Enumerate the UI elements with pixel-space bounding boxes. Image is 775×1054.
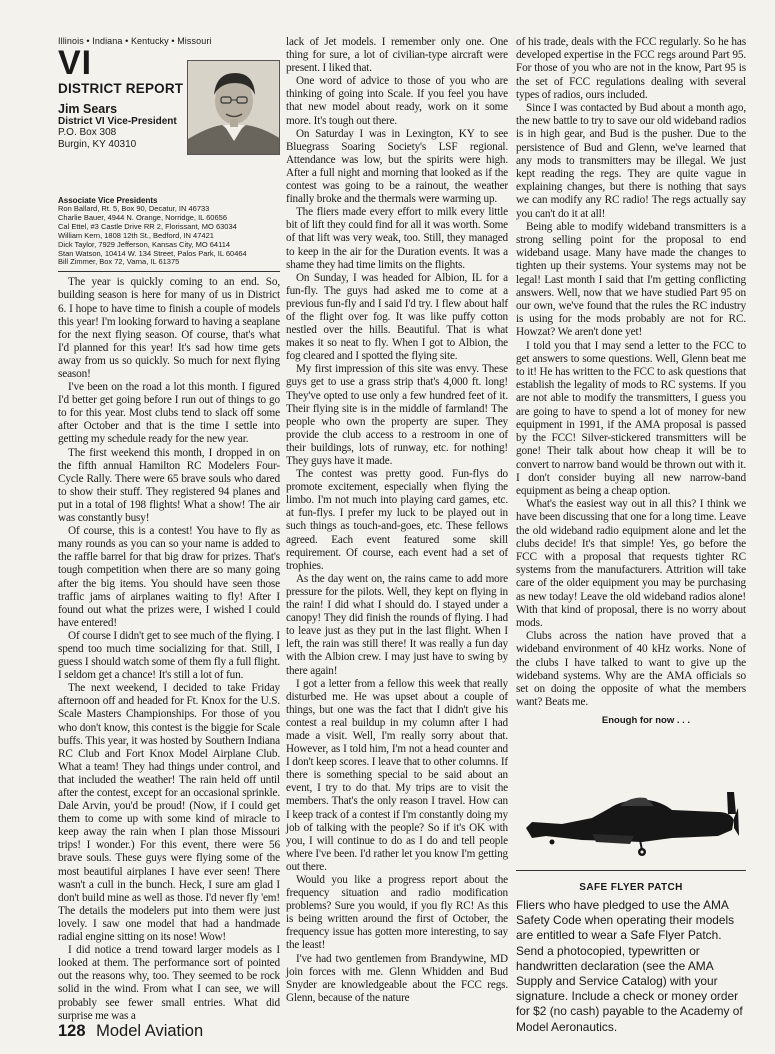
associate-vps: [58, 196, 280, 267]
paragraph: Being able to modify wideband transmitters is a strong selling point for the proposal to end wideband usage. Many have made the changes to tighten up their systems. Your systems may not be legal! Last month I said that I'm getting conflicting answers. Well, now that we have studied Part 95 on our own, we've found that the rules the RC industry is using for the mods probably are not for RC. Howzat? We aren't done yet!: [516, 220, 746, 339]
district-number: VI: [58, 44, 93, 82]
column-1-text: [58, 276, 280, 1022]
address-line-2: Burgin, KY 40310: [58, 138, 137, 150]
magazine-name: Model Aviation: [96, 1022, 204, 1040]
author-name: Jim Sears: [58, 102, 118, 116]
paragraph: The fliers made every effort to milk every little bit of lift they could find for all it was worth. Some of that lift was very weak, too. Still, they managed to keep in the air for the Duration events. It was a shame they had time limits on the flights.: [286, 206, 508, 271]
author-photo: [187, 60, 280, 155]
paragraph: Of course I didn't get to see much of the flying. I spend too much time socializing for that. Still, I guess I should watch some of them fly a full flight. I seldom get a chance! It's still a lot of fun.: [58, 629, 280, 682]
column-2-text: [286, 36, 508, 1005]
paragraph: On Saturday I was in Lexington, KY to see Bluegrass Soaring Society's LSF regional. Attendance was low, but the spirits were high. After a full night and morning that looked as if the contest was going to be a rainout, the weather finally broke and the thermals were warming up.: [286, 127, 508, 206]
paragraph: I got a letter from a fellow this week that really disturbed me. He was upset about a couple of things, but one was the fact that I didn't give his contest a real buildup in my column after I had made a visit. Well, I'm really sorry about that. However, as I told him, I'm not a head counter and I don't keep scores. I leave that to other columns. If there is something special to be said about an event, I try to do that. My trips are to visit the members. That's the only reason I travel. How can I keep track of a contest if I'm constantly doing my job of talking with the people? So if it's OK with you, I will continue to do as I do and tell people where I've been. I'd rather let you know I'm getting out there.: [286, 677, 508, 873]
column-2: [286, 36, 508, 1005]
paragraph: of his trade, deals with the FCC regularly. So he has developed expertise in the FCC regs around Part 95. For those of you who are not in the know, Part 95 is the set of FCC regulations dealing with several types of radios, ours included.: [516, 36, 746, 101]
column-3: [516, 36, 746, 726]
divider: [516, 870, 746, 871]
patch-title: SAFE FLYER PATCH: [579, 882, 683, 893]
associate-line: William Kern, 1808 12th St., Bedford, IN 47421: [58, 230, 214, 240]
associate-line: Ron Ballard, Rt. 5, Box 90, Decatur, IN 46733: [58, 204, 210, 213]
patch-body: Fliers who have pledged to use the AMA Safety Code when operating their models are entitled to wear a Safe Flyer Patch. Send a photocopied, typewritten or handwritten declaration (see the AMA Supply and Service Catalog) with your signature. Include a check or money order for $2 (no cash) payable to the Academy of Model Aeronautics.: [516, 898, 743, 1034]
associate-line: Bill Zimmer, Box 72, Varna, IL 61375: [58, 257, 180, 267]
paragraph: My first impression of this site was envy. These guys get to use a grass strip that's 4,000 ft. long! They've opted to use only a few hundred feet of it. Their flying site is in the middle of farmland! The people who own the property are super. They provide the club access to a restroom in one of their buildings, lots of runway, etc. for nothing! They guys have it made.: [286, 363, 508, 467]
paragraph: On Sunday, I was headed for Albion, IL for a fun-fly. The guys had asked me to come at a previous fun-fly and I said I'd try. I flew about half of the flight over fog. It was like puffy cotton nestled over the hills. Beautiful. That is what makes it so neat to fly. When I got to Albion, the fog cleared and I spotted the flying site.: [286, 271, 508, 363]
column-3-text: [516, 36, 746, 709]
page-number: 128: [58, 1022, 86, 1040]
associate-line: Stan Watson, 10414 W. 134 Street, Palos Park, IL 60464: [58, 248, 247, 258]
associate-vps-title: Associate Vice Presidents: [58, 196, 158, 205]
signoff: Enough for now . . .: [601, 715, 691, 727]
paragraph: I told you that I may send a letter to the FCC to get answers to some questions. Well, Glenn beat me to it! He has written to the FCC to ask questions that establish the legality of mods to RC systems. If you are not able to modify the transmitters, I guess you are going to have to spend a lot of money for new equipment in 1991, if the AMA proposal is passed by the FCC! Silver-stickered transmitters will be gone! Their talk about how cheap it will be to convert to narrow band would be thrown out with it. I don't consider buying all new narrow-band equipment as being a cheap option.: [516, 339, 746, 497]
paragraph: The first weekend this month, I dropped in on the fifth annual Hamilton RC Modelers Four-Cycle Rally. There were 65 brave souls who dared to show their stuff. They registered 94 planes and put in a total of 198 flights! What a show! The air was constantly busy!: [58, 446, 280, 525]
paragraph: The next weekend, I decided to take Friday afternoon off and headed for Ft. Knox for the U.S. Scale Masters Championships. For those of you who don't know, this contest is the biggie for Scale buffs. This year, it was hosted by Southern Indiana RC Club and Fort Knox Model Airplane Club. What a team! They had things under control, and that included the weather! The rain held off until after the contest, except for an occasional sprinkle. Dale Arvin, you'd be proud! (Now, if I could get them to come up with some kind of miracle to keep away the rain when I plan those Missouri trips! I wonder.) For this event, there were 56 brave souls. These guys were flying some of the most beautiful airplanes I have ever seen! There wasn't a cull in the bunch. Heck, I sure am glad I don't build mine as well as those. I'd never fly 'em! The details the modelers put into them were just lovely. I saw one model that had a handmade radial engine sitting on its nose! Wow!: [58, 682, 280, 944]
states-line: Illinois • Indiana • Kentucky • Missouri: [58, 36, 212, 46]
associate-line: Dick Taylor, 7929 Jefferson, Kansas City, MO 64114: [58, 239, 231, 249]
paragraph: I've been on the road a lot this month. I figured I'd better get going before I run out of things to go to for this year. Most clubs tend to slack off some after October and that is the time I settle into getting my schedule ready for the new year.: [58, 381, 280, 446]
paragraph: The contest was pretty good. Fun-flys do promote excitement, especially when flying the limbo. I'm not much into playing card games, etc. at fun-flys. I prefer my luck to be played out in such things as touch-and-goes, etc. These fellows agreed. Each event featured some skill requirement. Of course, each event had a set of trophies.: [286, 468, 508, 572]
address-line-1: P.O. Box 308: [58, 127, 117, 138]
paragraph: lack of Jet models. I remember only one. One thing for sure, a lot of civilian-type aircraft were present. I liked that.: [286, 36, 508, 75]
paragraph: Clubs across the nation have proved that a wideband environment of 40 kHz works. None of the clubs I have talked to want to give up the wideband systems. Why are the AMA officials so set on doing the opposite of what the members want? Beats me.: [516, 630, 746, 709]
paragraph: What's the easiest way out in all this? I think we have been discussing that one for a long time. Leave the old wideband radio equipment alone and let the clubs decide! It's that simple! Yes, go before the FCC with a proposal that requests tighter RC systems from the manufacturers. Attrition will take care of the older equipment you may be purchasing as new today! Leave the old wideband radios alone! With that kind of proposal, there is no worry about mods.: [516, 498, 746, 629]
divider: [58, 271, 280, 272]
warbird-silhouette-icon: [522, 778, 740, 858]
paragraph: Would you like a progress report about the frequency situation and radio modification problems? Sure you would, if you fly RC! As this is being written around the first of October, the frequency issue has gotten more interesting, to say the least!: [286, 874, 508, 952]
district-report-heading: DISTRICT REPORT: [58, 81, 184, 96]
paragraph: I've had two gentlemen from Brandywine, MD join forces with me. Glenn Whidden and Bud Snyder are knowledgeable about the FCC regs. Glenn, because of the nature: [286, 952, 508, 1004]
associate-line: Charlie Bauer, 4944 N. Orange, Norridge, IL 60656: [58, 212, 227, 222]
paragraph: One word of advice to those of you who are thinking of going into Scale. If you feel you have that new model about ready, work on it some more. It's tough out there.: [286, 75, 508, 127]
author-title: District VI Vice-President: [58, 116, 177, 127]
column-1: [58, 36, 280, 1023]
associate-line: Cal Ettel, #3 Castle Drive RR 2, Florissant, MO 63034: [58, 221, 237, 231]
paragraph: Since I was contacted by Bud about a month ago, the new battle to try to save our old wideband radios is in high gear, and Bud is the pusher. Due to the persistence of Bud and Glenn, we've learned that any mods to transmitters may be illegal. We just kept reading the regs. They are quite vague in explaining changes, but there is nothing that says we can modify any RC radio! The regs actually say you can't do it at all!: [516, 102, 746, 220]
paragraph: I did notice a trend toward larger models as I looked at them. The performance sort of pointed out the reasons why, too. They seemed to be rock solid in the wind. From what I can see, we will probably see fewer small entries. What did surprise me was a: [58, 944, 280, 1022]
paragraph: As the day went on, the rains came to add more pressure for the pilots. Well, they kept on flying in the rain! I did what I should do. I stayed under a canopy! They did finish the rounds of flying. I had to leave just as they put in the last flight. When I left, the rain was still there! It was really a fun day with the Albion crew. I may just have to swing by there again!: [286, 572, 508, 677]
paragraph: The year is quickly coming to an end. So, building season is here for many of us in District 6. I hope to have time to finish a couple of models this year! I'm looking forward to having a seaplane for the next flying season. Of course, that's what I'd planned for this year! It's sad how time gets away from us so quickly. So much for next flying season!: [58, 276, 280, 380]
paragraph: Of course, this is a contest! You have to fly as many rounds as you can so your name is added to the raffle barrel for that big draw for prizes. That's tough competition when there are so many going after the big items. You should have seen those traffic jams of airplanes waiting to fly! After I found out what the prizes were, I wished I could have entered!: [58, 525, 280, 629]
page-footer: [58, 1022, 203, 1041]
